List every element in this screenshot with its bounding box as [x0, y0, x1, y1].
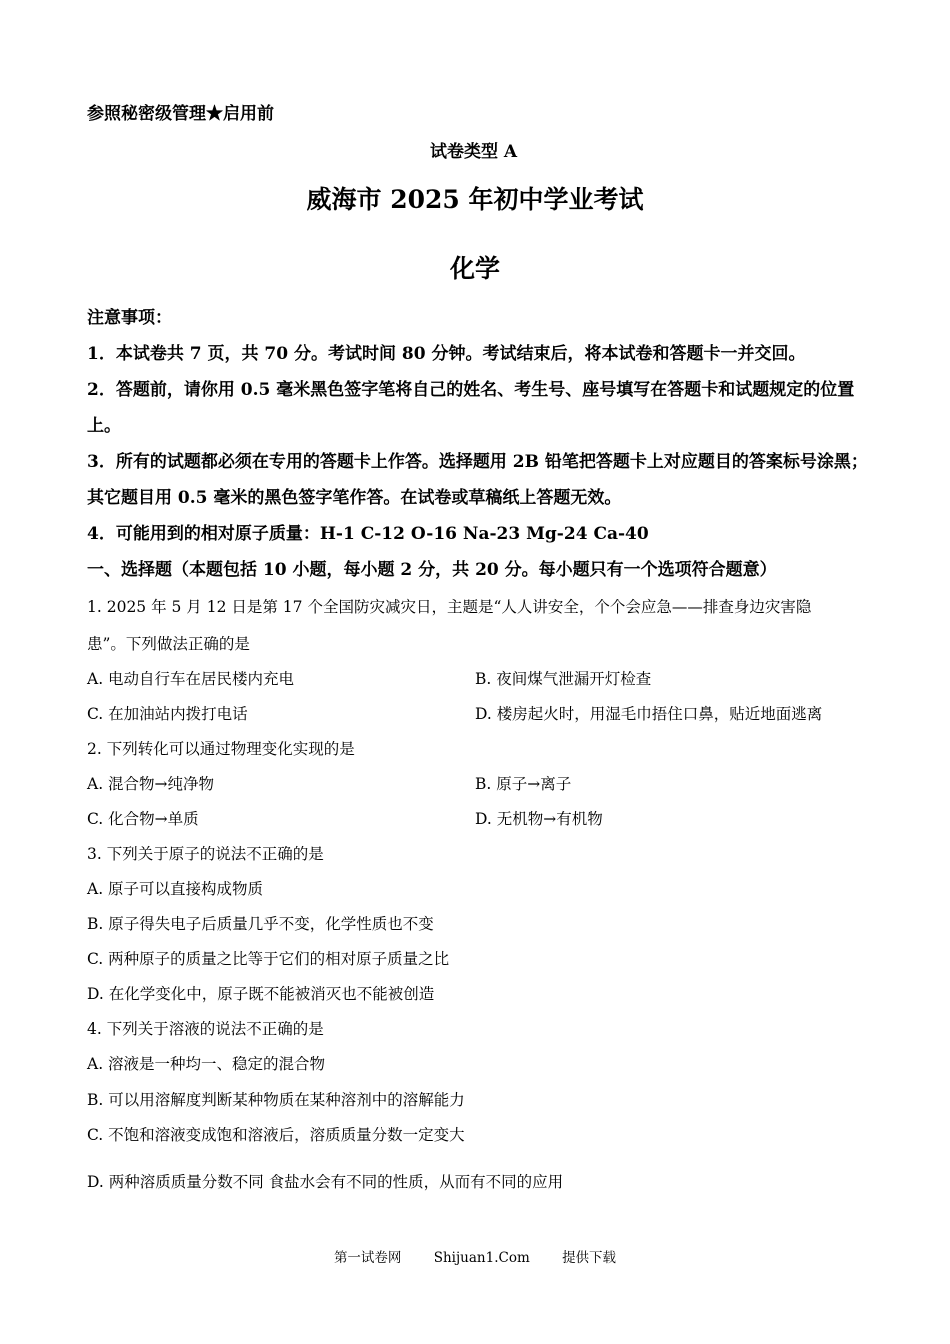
- note-item: 3．所有的试题都必须在专用的答题卡上作答。选择题用 2B 铅笔把答题卡上对应题目的答案标号涂黑；其它题目用 0.5 毫米的黑色签字笔作答。在试卷或草稿纸上答题无效。: [87, 452, 868, 508]
- question-4-option-c: C. 不饱和溶液变成饱和溶液后，溶质质量分数一定变大: [87, 1126, 465, 1144]
- question-2-option-d: D. 无机物→有机物: [475, 810, 603, 828]
- question-2-option-c: C. 化合物→单质: [87, 810, 199, 828]
- note-item: 1．本试卷共 7 页，共 70 分。考试时间 80 分钟。考试结束后，将本试卷和答题卡一并交回。: [87, 344, 806, 364]
- question-1-stem: 1. 2025 年 5 月 12 日是第 17 个全国防灾减灾日，主题是“人人讲安全，个个会应急——排查身边灾害隐: [87, 598, 812, 616]
- note-item: 4．可能用到的相对原子质量：H-1 C-12 O-16 Na-23 Mg-24 Ca-40: [87, 524, 649, 544]
- footer-provide: 提供下载: [562, 1250, 617, 1266]
- question-1-option-d: D. 楼房起火时，用湿毛巾捂住口鼻，贴近地面逃离: [475, 705, 823, 723]
- note-item: 2．答题前，请你用 0.5 毫米黑色签字笔将自己的姓名、考生号、座号填写在答题卡和试题规定的位置上。: [87, 380, 855, 436]
- question-3-stem: 3. 下列关于原子的说法不正确的是: [87, 845, 324, 863]
- question-3-option-a: A. 原子可以直接构成物质: [87, 880, 264, 898]
- footer-site-domain: Shijuan1.Com: [433, 1250, 530, 1266]
- question-1-option-c: C. 在加油站内拨打电话: [87, 705, 248, 723]
- question-2-option-a: A. 混合物→纯净物: [87, 775, 215, 793]
- question-4-stem: 4. 下列关于溶液的说法不正确的是: [87, 1020, 324, 1038]
- question-4-option-d: D. 两种溶质质量分数不同 食盐水会有不同的性质，从而有不同的应用: [87, 1173, 564, 1191]
- notes-heading: 注意事项：: [87, 308, 172, 328]
- page-footer: [0, 1246, 950, 1266]
- question-3-option-d: D. 在化学变化中，原子既不能被消灭也不能被创造: [87, 985, 435, 1003]
- question-4-option-b: B. 可以用溶解度判断某种物质在某种溶剂中的溶解能力: [87, 1091, 465, 1109]
- question-2-option-b: B. 原子→离子: [475, 775, 572, 793]
- question-1-option-b: B. 夜间煤气泄漏开灯检查: [475, 670, 652, 688]
- exam-title: 威海市 2025 年初中学业考试: [306, 185, 644, 214]
- question-1-stem-cont: 患”。下列做法正确的是: [87, 635, 250, 653]
- question-1-option-a: A. 电动自行车在居民楼内充电: [87, 670, 295, 688]
- notes-section: [87, 300, 877, 588]
- question-4-option-a: A. 溶液是一种均一、稳定的混合物: [87, 1055, 326, 1073]
- confidential-notice: 参照秘密级管理★启用前: [87, 104, 274, 124]
- subject-title: 化学: [449, 254, 500, 283]
- question-3-option-c: C. 两种原子的质量之比等于它们的相对原子质量之比: [87, 950, 450, 968]
- paper-type: 试卷类型 A: [430, 142, 518, 162]
- question-2-stem: 2. 下列转化可以通过物理变化实现的是: [87, 740, 355, 758]
- section-heading: 一、选择题（本题包括 10 小题，每小题 2 分，共 20 分。每小题只有一个选项符合题意）: [87, 560, 777, 580]
- question-3-option-b: B. 原子得失电子后质量几乎不变，化学性质也不变: [87, 915, 434, 933]
- footer-site-name: 第一试卷网: [333, 1250, 402, 1266]
